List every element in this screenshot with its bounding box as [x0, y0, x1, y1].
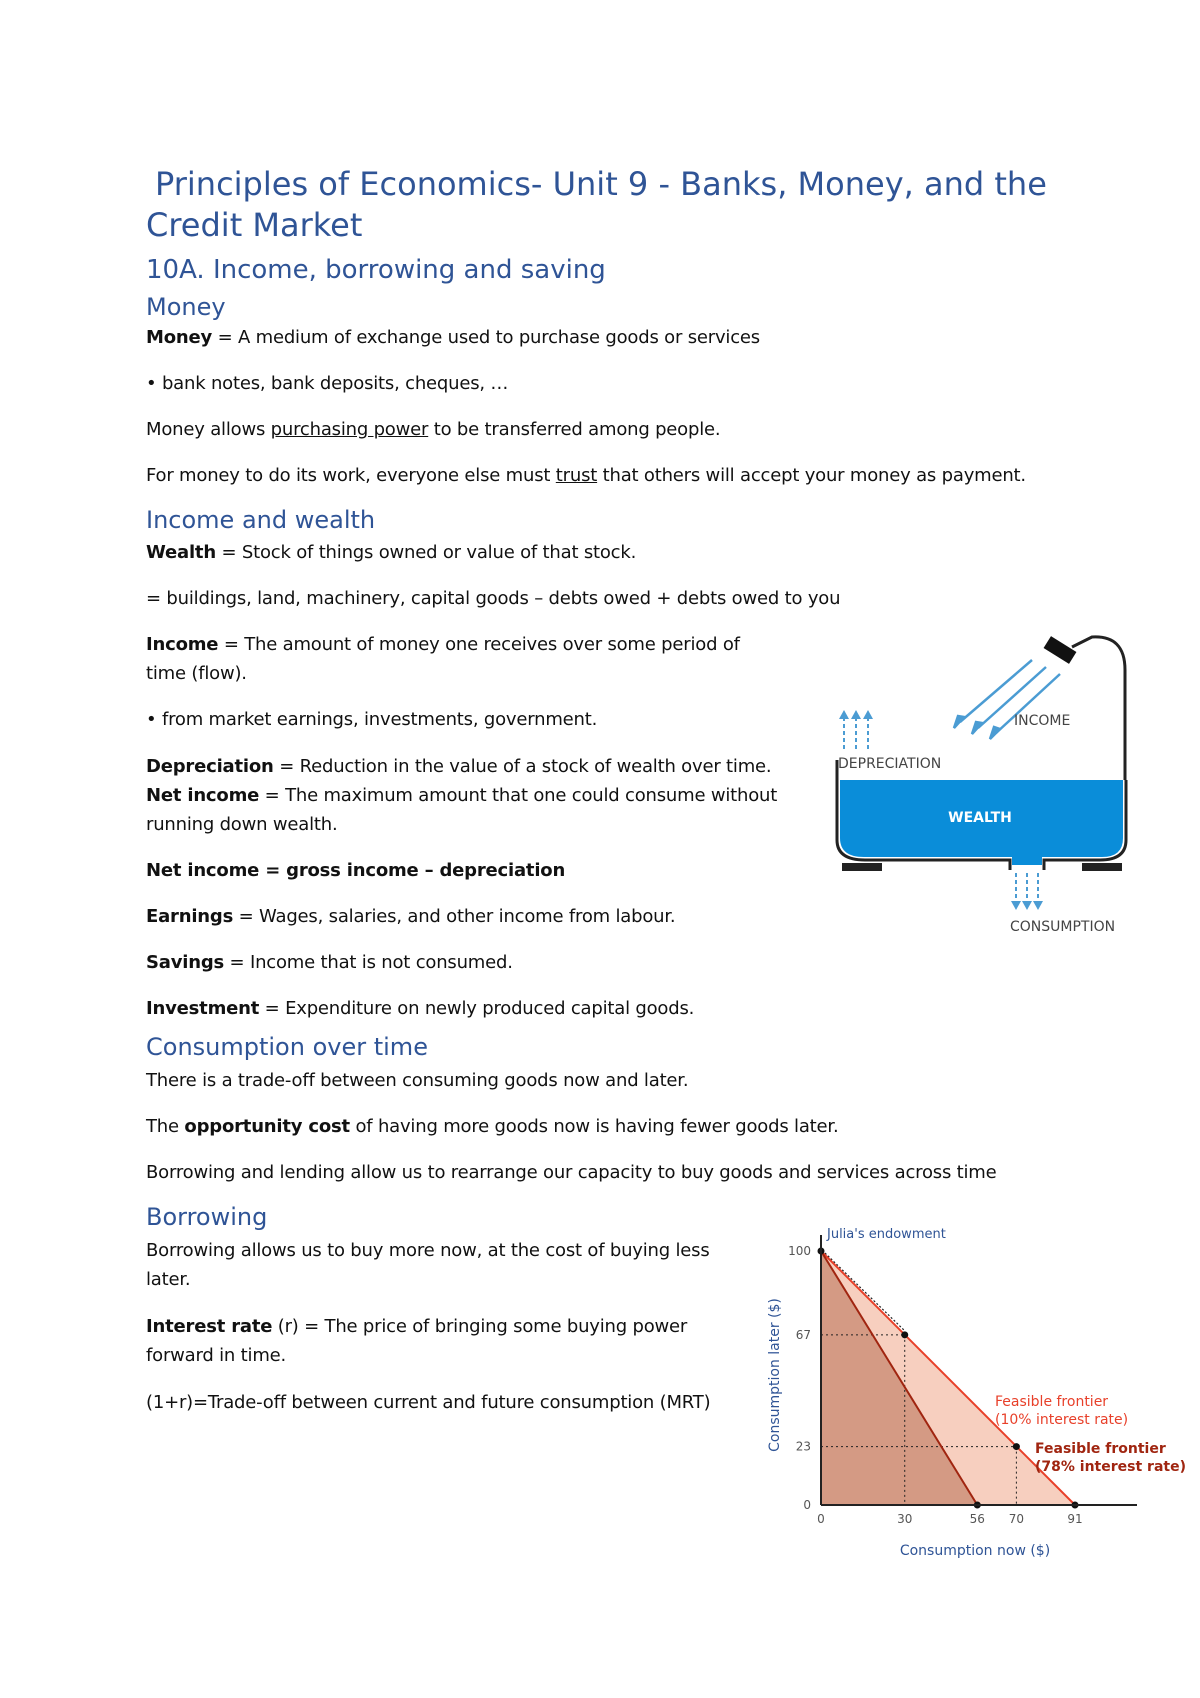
wealth-equation: = buildings, land, machinery, capital goods – debts owed + debts owed to you [146, 588, 841, 609]
earnings-definition: Earnings = Wages, salaries, and other income from labour. [146, 906, 676, 927]
depreciation-label: DEPRECIATION [838, 756, 942, 772]
x-tick-0: 0 [817, 1512, 825, 1526]
heading-borrowing: Borrowing [146, 1203, 268, 1231]
x-tick-30: 30 [897, 1512, 913, 1526]
mrt-definition: (1+r)=Trade-off between current and future consumption (MRT) [146, 1392, 711, 1413]
y-tick-67: 67 [795, 1327, 811, 1342]
frontier-10-rate: (10% interest rate) [995, 1412, 1129, 1428]
depreciation-definition: Depreciation = Reduction in the value of a stock of wealth over time. [146, 756, 772, 777]
shower-head [1044, 636, 1077, 664]
income-definition: Income = The amount of money one receives over some period of time (flow). [146, 634, 740, 684]
money-trust: For money to do its work, everyone else must trust that others will accept your money as payment. [146, 465, 1026, 486]
marked-point-0 [901, 1331, 908, 1338]
tap-pipe [1072, 637, 1125, 780]
opportunity-cost: The opportunity cost of having more goods now is having fewer goods later. [146, 1116, 839, 1137]
frontier-78-name: Feasible frontier [1035, 1441, 1166, 1457]
frontier-78-rate: (78% interest rate) [1035, 1459, 1186, 1475]
consumption-arrows [1016, 873, 1038, 903]
x-tick-70: 70 [1008, 1512, 1025, 1526]
income-label: INCOME [1014, 713, 1071, 729]
heading-income-wealth: Income and wealth [146, 506, 376, 534]
x-tick-91: 91 [1067, 1512, 1083, 1526]
x-axis-label: Consumption now ($) [899, 1543, 1051, 1559]
tub-foot-right [1082, 863, 1122, 871]
borrowing-lending-note: Borrowing and lending allow us to rearrange our capacity to buy goods and services across time [146, 1162, 997, 1183]
money-purchasing-power: Money allows purchasing power to be transferred among people. [146, 419, 721, 440]
feasible-frontier-chart [755, 1205, 1186, 1565]
consumption-tradeoff: There is a trade-off between consuming goods now and later. [146, 1070, 689, 1091]
income-sources-bullet: • from market earnings, investments, government. [146, 709, 598, 730]
depreciation-arrows [844, 717, 868, 749]
x-tick-56: 56 [969, 1512, 985, 1526]
heading-consumption-over-time: Consumption over time [146, 1033, 428, 1061]
section-heading-10a: 10A. Income, borrowing and saving [146, 255, 606, 285]
tub-foot-left [842, 863, 882, 871]
endowment-label: Julia's endowment [827, 1227, 946, 1242]
bathtub-diagram [820, 625, 1150, 935]
marked-point-1 [1013, 1443, 1020, 1450]
y-tick-0: 0 [803, 1498, 811, 1512]
wealth-definition: Wealth = Stock of things owned or value of that stock. [146, 542, 637, 563]
net-income-definition: Net income = The maximum amount that one could consume without running down wealth. [146, 785, 778, 835]
y-tick-23: 23 [795, 1439, 811, 1454]
heading-money: Money [146, 293, 226, 321]
investment-definition: Investment = Expenditure on newly produced capital goods. [146, 998, 695, 1019]
document-title: Principles of Economics- Unit 9 - Banks, Money, and the Credit Market [146, 165, 1047, 244]
interest-rate-definition: Interest rate (r) = The price of bringing some buying power forward in time. [146, 1316, 688, 1366]
savings-definition: Savings = Income that is not consumed. [146, 952, 513, 973]
wealth-label: WEALTH [948, 810, 1012, 826]
net-income-equation: Net income = gross income – depreciation [146, 860, 566, 881]
frontier-10-name: Feasible frontier [995, 1394, 1109, 1410]
borrowing-definition: Borrowing allows us to buy more now, at the cost of buying less later. [146, 1240, 710, 1290]
consumption-label: CONSUMPTION [1010, 919, 1116, 935]
money-examples-bullet: • bank notes, bank deposits, cheques, … [146, 373, 509, 394]
y-tick-100: 100 [788, 1244, 811, 1258]
money-definition: Money = A medium of exchange used to purchase goods or services [146, 327, 760, 348]
y-axis-label: Consumption later ($) [767, 1298, 783, 1452]
